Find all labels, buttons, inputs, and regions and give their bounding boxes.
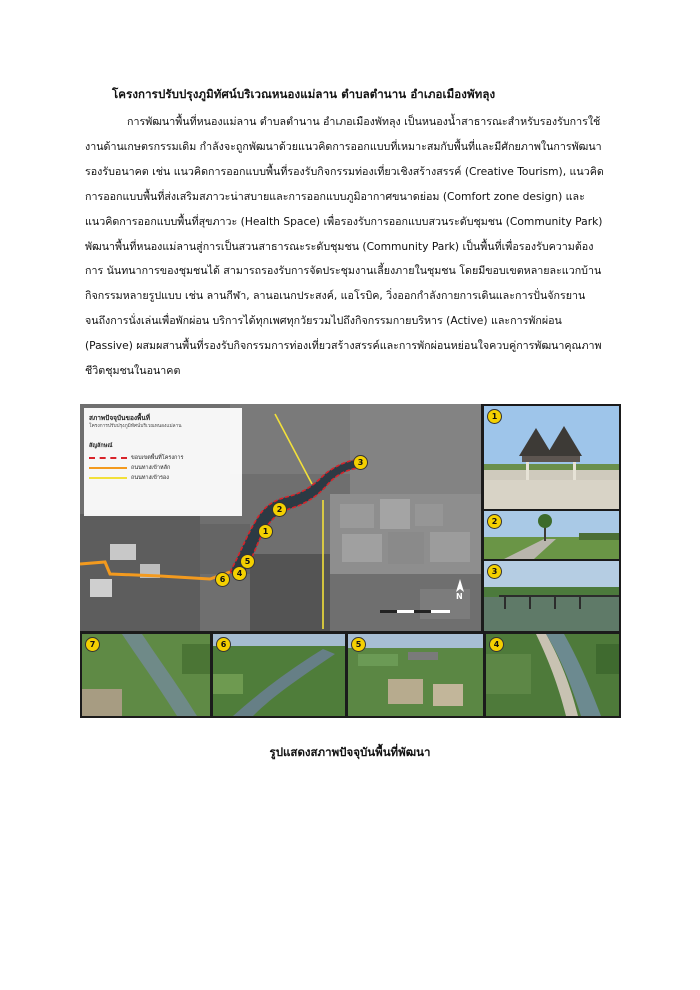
legend-subtitle: โครงการปรับปรุงภูมิทัศน์บริเวณหนองแม่ลาน <box>89 424 182 429</box>
paragraph-line: งานด้านเกษตรกรรมเดิม กำลังจะถูกพัฒนาด้วยแนวคิดการออกแบบที่เหมาะสมกับพื้นที่และมีศักยภาพในการพัฒนา <box>85 139 602 153</box>
photo-7 <box>82 634 210 716</box>
photo-1-image <box>484 406 619 509</box>
legend-item <box>89 464 170 472</box>
photo-number-badge: 7 <box>85 637 100 652</box>
photo-6 <box>213 634 345 716</box>
photo-1 <box>484 406 619 509</box>
photo-number-badge: 1 <box>487 409 502 424</box>
photo-7-image <box>82 634 210 716</box>
map-marker: 3 <box>353 455 368 470</box>
legend-swatch <box>89 477 127 479</box>
map-marker: 5 <box>240 554 255 569</box>
paragraph-line: การออกแบบพื้นที่ส่งเสริมสภาวะน่าสบายและการออกแบบภูมิอากาศขนาดย่อม (Comfort zone design) และ <box>85 189 585 203</box>
photo-6-image <box>213 634 345 716</box>
map-marker: 4 <box>232 566 247 581</box>
figure-caption: รูปแสดงสภาพปัจจุบันพื้นที่พัฒนา <box>269 745 431 759</box>
paragraph-line: (Passive) ผสมผสานพื้นที่รองรับกิจกรรมการท่องเที่ยวสร้างสรรค์และการพักผ่อนหย่อนใจควบคู่การพัฒนาคุณภาพ <box>85 339 602 353</box>
map-marker: 2 <box>272 502 287 517</box>
photo-5 <box>348 634 483 716</box>
photo-5-image <box>348 634 483 716</box>
map-marker: 6 <box>215 572 230 587</box>
photo-number-badge: 4 <box>489 637 504 652</box>
legend-swatch <box>89 467 127 469</box>
legend-label: ถนนทางเข้าหลัก <box>131 465 171 471</box>
photo-4 <box>486 634 619 716</box>
paragraph-line: กิจกรรมหลายรูปแบบ เช่น ลานกีฬา, ลานอเนกประสงค์, แอโรบิค, วิ่งออกกำลังกายการเดินและการปั่นจักรยาน <box>85 289 586 303</box>
paragraph-line: การ นันทนาการของชุมชนได้ สามารถรองรับการจัดประชุมงานเลี้ยงภายในชุมชน โดยมีขอบเขตหลายละแวกบ้าน <box>85 264 602 278</box>
legend-swatch <box>89 457 127 459</box>
paragraph-line: จนถึงการนั่งเล่นเพื่อพักผ่อน บริการได้ทุกเพศทุกวัยรวมไปถึงกิจกรรมกายบริหาร (Active) และการพักผ่อน <box>85 314 562 328</box>
paragraph-line: พัฒนาพื้นที่หนองแม่ลานสู่การเป็นสวนสาธารณะระดับชุมชน (Community Park) เป็นพื้นที่เพื่อรองรับความต้อง <box>85 239 594 253</box>
aerial-map <box>80 404 481 631</box>
photo-3-image <box>484 561 619 631</box>
paragraph-line: การพัฒนาพื้นที่หนองแม่ลาน ตำบลตำนาน อำเภอเมืองพัทลุง เป็นหนองน้ำสาธารณะสำหรับรองรับการใช้ <box>127 115 601 128</box>
paragraph-line: รองรับอนาคต เช่น แนวคิดการออกแบบพื้นที่รองรับกิจกรรมท่องเที่ยวเชิงสร้างสรรค์ (Creative Tourism), แนวคิด <box>85 164 604 178</box>
legend-title: สภาพปัจจุบันของพื้นที่ <box>89 414 151 422</box>
photo-2 <box>484 511 619 559</box>
photo-number-badge: 2 <box>487 514 502 529</box>
photo-3 <box>484 561 619 631</box>
photo-2-image <box>484 511 619 559</box>
paragraph-line: ชีวิตชุมชนในอนาคต <box>85 364 181 378</box>
map-marker: 1 <box>258 524 273 539</box>
legend-item <box>89 454 183 462</box>
north-arrow-icon: N <box>456 592 463 601</box>
paragraph-line: แนวคิดการออกแบบพื้นที่สุขภาวะ (Health Space) เพื่อรองรับการออกแบบสวนระดับชุมชน (Community Park) <box>85 214 603 228</box>
photo-number-badge: 5 <box>351 637 366 652</box>
legend-label: ถนนทางเข้ารอง <box>131 475 169 481</box>
document-title: โครงการปรับปรุงภูมิทัศน์บริเวณหนองแม่ลาน ตำบลตำนาน อำเภอเมืองพัทลุง <box>112 87 496 101</box>
map-legend <box>84 408 242 516</box>
legend-heading: สัญลักษณ์ <box>89 443 113 449</box>
photo-number-badge: 3 <box>487 564 502 579</box>
photo-4-image <box>486 634 619 716</box>
site-condition-figure <box>80 404 621 718</box>
body-paragraph <box>85 110 633 384</box>
legend-label: ขอบเขตพื้นที่โครงการ <box>131 455 184 461</box>
legend-item <box>89 474 169 482</box>
photo-number-badge: 6 <box>216 637 231 652</box>
